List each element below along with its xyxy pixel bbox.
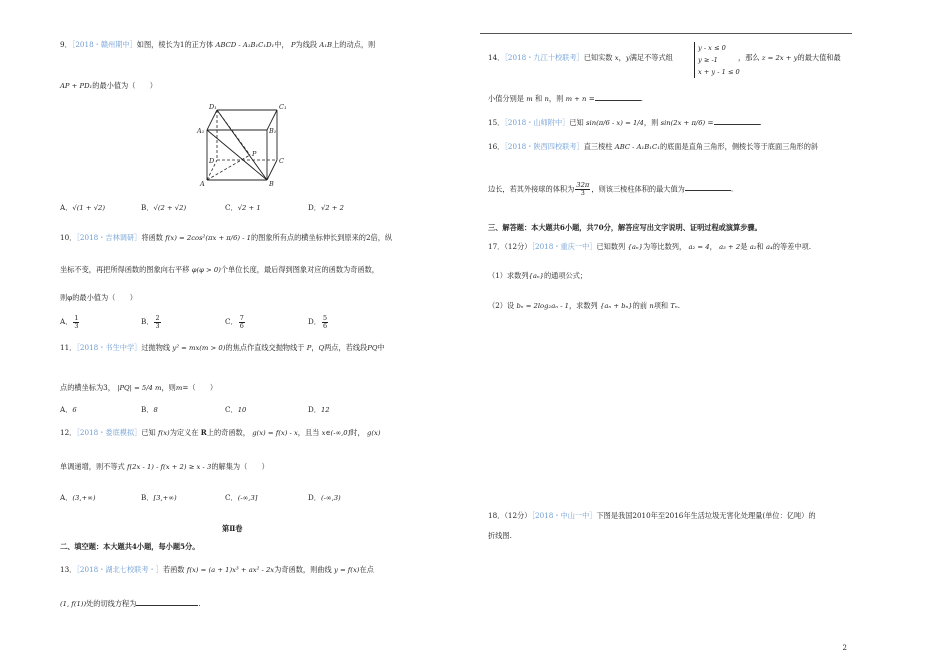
q16-text: 的底面是直角三角形，侧棱长等于底面三角形的斜: [659, 142, 819, 151]
q11-option-a[interactable]: [60, 406, 77, 414]
q16-prism: ABC - A₁B₁C₁: [614, 143, 660, 151]
q14-sum: m + n: [565, 95, 587, 103]
q17-sequence: {aₙ}: [528, 272, 544, 280]
label-c: C: [279, 157, 284, 165]
q11-option-c[interactable]: [225, 406, 246, 414]
solve-header: 三、解答题：本大题共6小题，共70分，解答应写出文字说明、证明过程或演算步骤。: [488, 223, 762, 232]
option-label: D．: [308, 405, 321, 414]
q16-source: ［2018・陕西四校联考］: [504, 142, 584, 151]
q13-answer-blank[interactable]: [136, 604, 198, 606]
q17-sum-seq: {aₙ + bₙ}: [600, 302, 633, 310]
header-rule: [480, 33, 852, 34]
q9-cube-name: ABCD - A₁B₁C₁D₁: [215, 41, 275, 49]
q9-source: ［2018・赣州期中］: [71, 40, 137, 49]
option-label: A．: [60, 493, 73, 502]
q10-source: ［2018・吉林调研］: [76, 233, 142, 242]
q17-line1: [488, 243, 811, 251]
q14-y: y: [625, 54, 630, 62]
q12-source: ［2018・娄底模拟］: [76, 428, 142, 437]
q12-option-b[interactable]: [141, 494, 177, 502]
q12-number: 12．: [60, 428, 77, 437]
label-d1: D₁: [209, 103, 217, 111]
q10-line2: [60, 266, 379, 274]
q17-text: 的通项公式；: [543, 271, 588, 280]
q10-number: 10．: [60, 233, 77, 242]
option-label: B．: [141, 317, 154, 327]
q16-answer-blank[interactable]: [685, 189, 731, 191]
q14-line1: [488, 54, 673, 62]
option-fraction: [73, 315, 79, 329]
q11-text: 的焦点作直线交抛物线于: [225, 343, 305, 352]
q11-option-b[interactable]: [141, 406, 158, 414]
label-c1: C₁: [279, 103, 287, 111]
option-value: √2 + 2: [320, 204, 344, 212]
q15-target: sin(2x + π/6): [660, 119, 706, 127]
fraction-numerator: 2: [155, 314, 160, 322]
q14-text: ，那么: [738, 53, 760, 62]
q10-text: 个单位长度，最后得到图象对应的函数为奇函数，: [220, 265, 379, 274]
q11-text: 过抛物线: [141, 343, 171, 352]
option-label: D．: [308, 493, 321, 502]
q18-line2: [488, 532, 512, 539]
q13-text: 处的切线方程为: [86, 599, 137, 608]
q18-text: 下图是我国2010年至2016年生活垃圾无害化处理量(单位：亿吨）的: [596, 511, 816, 520]
option-label: A．: [60, 405, 73, 414]
q17-sequence: {aₙ}: [627, 243, 643, 251]
q12-line2: [60, 463, 269, 471]
option-value: 6: [72, 406, 77, 414]
option-label: C．: [225, 493, 238, 502]
q15-text: ，则: [643, 118, 659, 127]
q17-text: .: [677, 301, 680, 310]
label-d: D: [209, 157, 215, 165]
q11-line2: [60, 384, 217, 392]
q15-line1: 15．［2018・山师附中］已知 sin(π/6 - x) = 1/4，则 sin(2x + π/6) = .: [488, 118, 762, 127]
fill-in-header: 二、填空题：本大题共4小题，每小题5分。: [60, 542, 200, 551]
q17-text: ，: [709, 242, 717, 251]
q11-line1: [60, 344, 385, 352]
q11-option-d[interactable]: [308, 406, 330, 414]
option-value: 12: [320, 406, 330, 414]
option-label: C．: [225, 203, 238, 212]
fraction-numerator: 5: [322, 314, 328, 322]
option-value: 8: [153, 406, 158, 414]
q12-text: 时，: [350, 428, 365, 437]
q14-text: ，则: [548, 94, 564, 103]
label-b: B: [269, 180, 274, 188]
constraint-1: y - x ≤ 0: [698, 44, 726, 52]
q16-text: 直三棱柱: [583, 142, 613, 151]
q9-line1: [60, 41, 375, 49]
q12-real-set: R: [200, 428, 207, 437]
q11-text: 点的横坐标为3，: [60, 383, 115, 392]
q15-source: ［2018・山师附中］: [504, 118, 570, 127]
q13-function: f(x) = (a + 1)x³ + ax² - 2x: [186, 566, 275, 574]
q14-objective: z = 2x + y: [761, 54, 798, 62]
q17-bn: bₙ = 2log₂aₙ - 1: [516, 302, 569, 310]
q14-answer-blank[interactable]: [595, 99, 641, 101]
q14-line1b: [738, 54, 841, 62]
option-label: B．: [141, 493, 154, 502]
q14-number: 14．: [488, 53, 505, 62]
q10-text: 将函数: [141, 233, 163, 242]
option-value: (3,+∞): [72, 494, 96, 502]
q14-text: 满足不等式组: [629, 53, 673, 62]
q13-text: 在点: [359, 565, 374, 574]
option-value: [3,+∞): [153, 494, 177, 502]
q15-text: 已知: [569, 118, 584, 127]
q14-text: ，: [618, 53, 626, 62]
q14-n: n: [544, 95, 549, 103]
q17-a3: a₃ + 2: [719, 243, 741, 251]
q9-segment: A₁B: [319, 41, 333, 49]
q9-option-a[interactable]: [60, 204, 105, 212]
q14-text: 小值分别是: [488, 94, 524, 103]
q17-text: 的前: [632, 301, 648, 310]
q11-text: 中: [377, 343, 385, 352]
option-value: √(2 + √2): [153, 204, 187, 212]
option-value: √2 + 1: [237, 204, 261, 212]
q17-part2: [488, 302, 680, 310]
q11-parabola: y² = mx(m > 0): [172, 344, 226, 352]
q12-domain: x∈(-∞,0]: [321, 429, 351, 437]
constraint-3: x + y - 1 ≤ 0: [698, 68, 740, 76]
q18-score: （12分）: [504, 511, 532, 520]
q11-text: 两点，若线段: [324, 343, 368, 352]
q9-expression: AP + PD₁: [60, 82, 93, 90]
label-p: P: [252, 150, 257, 158]
q10-text: 坐标不变，再把所得函数的图象向右平移: [60, 265, 190, 274]
q13-curve: y = f(x): [333, 566, 360, 574]
option-label: A．: [60, 317, 73, 327]
option-fraction: [239, 315, 245, 329]
q9-point-p: P: [290, 41, 296, 49]
q18-text: 折线图.: [488, 531, 512, 540]
option-label: D．: [308, 203, 321, 212]
q9-option-c[interactable]: [225, 204, 261, 212]
option-fraction: [322, 315, 328, 329]
q17-a4: a₄: [765, 243, 773, 251]
label-a: A: [200, 180, 205, 188]
q17-a2: a₂ = 4: [688, 243, 710, 251]
q9-text: 如图，棱长为1的正方体: [136, 40, 214, 49]
q12-gx: g(x): [366, 429, 381, 437]
q17-a2b: a₂: [749, 243, 757, 251]
q12-inequality: f(2x - 1) - f(x + 2) ≥ x - 3: [127, 463, 212, 471]
fraction-denominator: 6: [322, 321, 328, 330]
option-fraction: [154, 315, 160, 329]
q17-part1: [488, 272, 587, 280]
option-value: (-∞,3]: [237, 494, 258, 502]
q9-number: 9．: [60, 40, 72, 49]
q14-text: 的最大值和最: [797, 53, 841, 62]
fraction-numerator: 32π: [576, 181, 590, 189]
section-title: 第Ⅱ卷: [222, 524, 243, 533]
q17-score: （12分）: [504, 242, 532, 251]
q10-text: 的图象所有点的横坐标伸长到原来的2倍，纵: [250, 233, 393, 242]
q12-text: 上的奇函数，: [206, 428, 250, 437]
q17-text: （1）求数列: [488, 271, 529, 280]
q17-n: n: [649, 302, 654, 310]
q10-text: 则φ的最小值为（ ）: [60, 293, 137, 302]
q9-option-b[interactable]: [141, 204, 186, 212]
q12-text: 单调递增，则不等式: [60, 462, 125, 471]
q15-given: sin(π/6 - x) = 1/4: [586, 119, 644, 127]
q10-line3: [60, 294, 137, 301]
q16-line1: [488, 143, 818, 151]
q13-line1: [60, 566, 374, 574]
q18-source: ［2018・中山一中］: [531, 511, 597, 520]
q11-text: ，则: [161, 383, 176, 392]
q15-number: 15．: [488, 118, 505, 127]
q10-option-b[interactable]: [141, 315, 162, 329]
option-value: 10: [237, 406, 247, 414]
fraction-denominator: 6: [239, 321, 244, 330]
q12-option-c[interactable]: [225, 494, 257, 502]
fraction-numerator: 7: [239, 314, 244, 322]
q10-line1: [60, 234, 392, 242]
q11-m: m: [175, 384, 183, 392]
q12-text: ，且当: [297, 428, 320, 437]
option-value: (-∞,3): [320, 494, 341, 502]
q15-text: =: [707, 118, 714, 127]
q11-text: ，: [311, 343, 319, 352]
q16-line2: 边长，若其外接球的体积为 $\frac{32\pi}{3}$ ，则该三棱柱体积的最大值为 .: [488, 181, 734, 198]
q14-text: 和: [535, 94, 543, 103]
option-label: A．: [60, 203, 73, 212]
q12-option-a[interactable]: [60, 494, 96, 502]
q14-m: m: [526, 95, 533, 103]
q11-point-p: P: [306, 344, 312, 352]
q12-line1: [60, 429, 380, 437]
q17-source: ［2018・重庆一中］: [531, 242, 597, 251]
q11-length: |PQ| = 5/4 m: [117, 384, 162, 392]
option-label: D．: [308, 317, 321, 327]
q11-text: =（ ）: [182, 383, 218, 392]
q15-answer-blank[interactable]: [714, 123, 760, 125]
q10-option-d[interactable]: [308, 315, 329, 329]
q11-source: ［2018・书生中学］: [76, 343, 142, 352]
q9-text: 的最小值为（ ）: [92, 81, 157, 90]
q17-text: 项和: [653, 301, 669, 310]
q11-segment: PQ: [367, 344, 378, 352]
page-number: 2: [842, 644, 847, 652]
q9-text: 上的动点，则: [332, 40, 376, 49]
label-b1: B₁: [269, 127, 277, 135]
label-a1: A₁: [197, 127, 205, 135]
fraction-denominator: 3: [580, 189, 585, 198]
constraint-2: y ≥ -1: [698, 56, 718, 64]
q10-option-c[interactable]: [225, 315, 246, 329]
q17-tn: Tₙ: [670, 302, 678, 310]
q11-number: 11．: [60, 343, 77, 352]
q17-text: 已知数列: [596, 242, 626, 251]
fraction-denominator: 3: [155, 321, 160, 330]
option-value: √(1 + √2): [72, 204, 106, 212]
q17-text: 的等差中项.: [772, 242, 811, 251]
q16-text: 边长，若其外接球的体积为: [488, 184, 575, 194]
q18-number: 18．: [488, 511, 505, 520]
q16-text: ，则该三棱柱体积的最大值为: [591, 184, 685, 194]
fraction-denominator: 3: [74, 321, 79, 330]
q12-text: 已知: [141, 428, 156, 437]
q13-point: (1, f(1)): [60, 600, 87, 608]
q17-text: （2）设: [488, 301, 515, 310]
q12-text: 为定义在: [169, 428, 199, 437]
q9-line2: [60, 82, 157, 90]
q16-number: 16．: [488, 142, 505, 151]
q17-text: ，求数列: [568, 301, 598, 310]
q14-system: [694, 42, 740, 78]
q13-text: 为奇函数，则曲线: [274, 565, 332, 574]
q12-text: 的解集为（ ）: [211, 462, 269, 471]
q13-source: ［2018・湖北七校联考・］: [76, 565, 163, 574]
cube-figure: [195, 100, 345, 192]
q17-number: 17．: [488, 242, 505, 251]
q14-text: =: [588, 94, 595, 103]
q18-line1: [488, 512, 816, 519]
q11-point-q: Q: [318, 344, 325, 352]
option-label: C．: [225, 317, 238, 327]
q14-x: x: [614, 54, 619, 62]
q13-text: 若函数: [162, 565, 185, 574]
q12-g: g(x) = f(x) - x: [252, 429, 298, 437]
q14-text: 已知实数: [583, 53, 613, 62]
q16-volume-fraction: [575, 182, 590, 197]
q9-option-d[interactable]: [308, 204, 344, 212]
q17-text: 是: [740, 242, 748, 251]
q13-number: 13．: [60, 565, 77, 574]
option-label: B．: [141, 203, 154, 212]
q17-text: 为等比数列，: [643, 242, 687, 251]
option-label: C．: [225, 405, 238, 414]
option-label: B．: [141, 405, 154, 414]
q12-f: f(x): [158, 429, 170, 437]
fraction-numerator: 1: [74, 314, 79, 322]
q9-text: 为线段: [295, 40, 318, 49]
q17-text: 和: [756, 242, 764, 251]
q10-function: f(x) = 2cos²(πx + π/6) - 1: [165, 234, 251, 242]
q10-option-a[interactable]: [60, 315, 80, 329]
q9-text: 中，: [274, 40, 289, 49]
q10-phi: φ(φ > 0): [191, 266, 221, 274]
q14-source: ［2018・九江十校联考］: [504, 53, 584, 62]
q14-line2: 小值分别是 m 和 n，则 m + n = .: [488, 94, 644, 103]
q12-option-d[interactable]: [308, 494, 341, 502]
q13-line2: (1, f(1))处的切线方程为 .: [60, 599, 201, 608]
